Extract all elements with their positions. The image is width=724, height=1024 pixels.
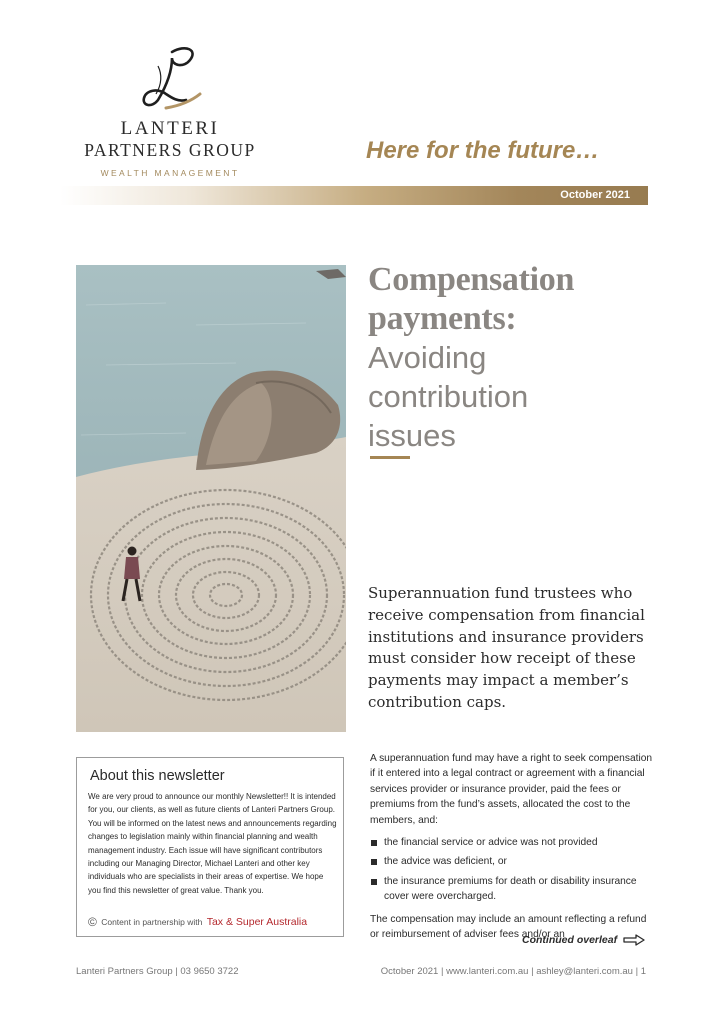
continued-label: Continued overleaf <box>522 934 618 946</box>
list-item: the insurance premiums for death or disability insurance cover were overcharged. <box>370 874 654 905</box>
about-text: We are very proud to announce our monthly Newsletter!! It is intended for you, our clients, as well as future clients of Lanteri Partners Group. You will be informed on the latest news and announcements regarding changes to legislation mainly within financial planning and wealth management industry. Each issue will have significant contributors including our Managing Director, Michael Lanteri and other key individuals who are specialists in their areas of expertise. We hope you find this newsletter of great value. Thank you. <box>88 791 337 895</box>
list-item: the financial service or advice was not provided <box>370 835 654 850</box>
body-paragraph: The compensation may include an amount reflecting a refund or reimbursement of adviser fees and/or an <box>370 913 647 941</box>
article-intro: Superannuation fund trustees who receive compensation from financial institutions and insurance providers must consider how receipt of these payments may impact a member’s contribution caps. <box>368 584 645 711</box>
subtitle-line: contribution <box>368 379 529 414</box>
issue-date: October 2021 <box>560 189 630 201</box>
partner-name: Tax & Super Australia <box>206 916 308 928</box>
issue-date-bar <box>60 186 648 205</box>
bullet-list <box>370 835 654 905</box>
footer-info: October 2021 | www.lanteri.com.au | ashley@lanteri.com.au | 1 <box>380 966 646 977</box>
continued-overleaf[interactable] <box>522 934 645 946</box>
brand-subname: PARTNERS GROUP <box>84 140 256 160</box>
tagline: Here for the future… <box>366 137 600 164</box>
list-item: the advice was deficient, or <box>370 854 654 869</box>
copyright-icon: © <box>88 915 97 929</box>
credit-prefix: Content in partnership with <box>101 917 203 927</box>
footer-contact: Lanteri Partners Group | 03 9650 3722 <box>76 966 239 977</box>
arrow-right-icon <box>623 934 645 946</box>
article-title <box>368 260 668 455</box>
brand-name: LANTERI <box>120 118 220 139</box>
article-body <box>370 751 654 949</box>
script-l-monogram-icon <box>128 44 210 116</box>
title-line: payments: <box>368 300 517 337</box>
body-paragraph: A superannuation fund may have a right to seek compensation if it entered into a legal contract or agreement with a financial services provider or insurance provider, paid the fees or premiums from the fund’s assets, allocated the cost to the members, and: <box>370 753 653 826</box>
subtitle-line: Avoiding <box>368 340 487 375</box>
title-line: Compensation <box>368 261 575 298</box>
about-title: About this newsletter <box>90 768 225 784</box>
brand-division: WEALTH MANAGEMENT <box>100 168 240 178</box>
about-newsletter-box <box>76 757 344 937</box>
labyrinth-photo <box>76 265 346 732</box>
title-divider <box>370 456 410 459</box>
subtitle-line: issues <box>368 418 456 453</box>
partner-credit <box>88 915 307 929</box>
